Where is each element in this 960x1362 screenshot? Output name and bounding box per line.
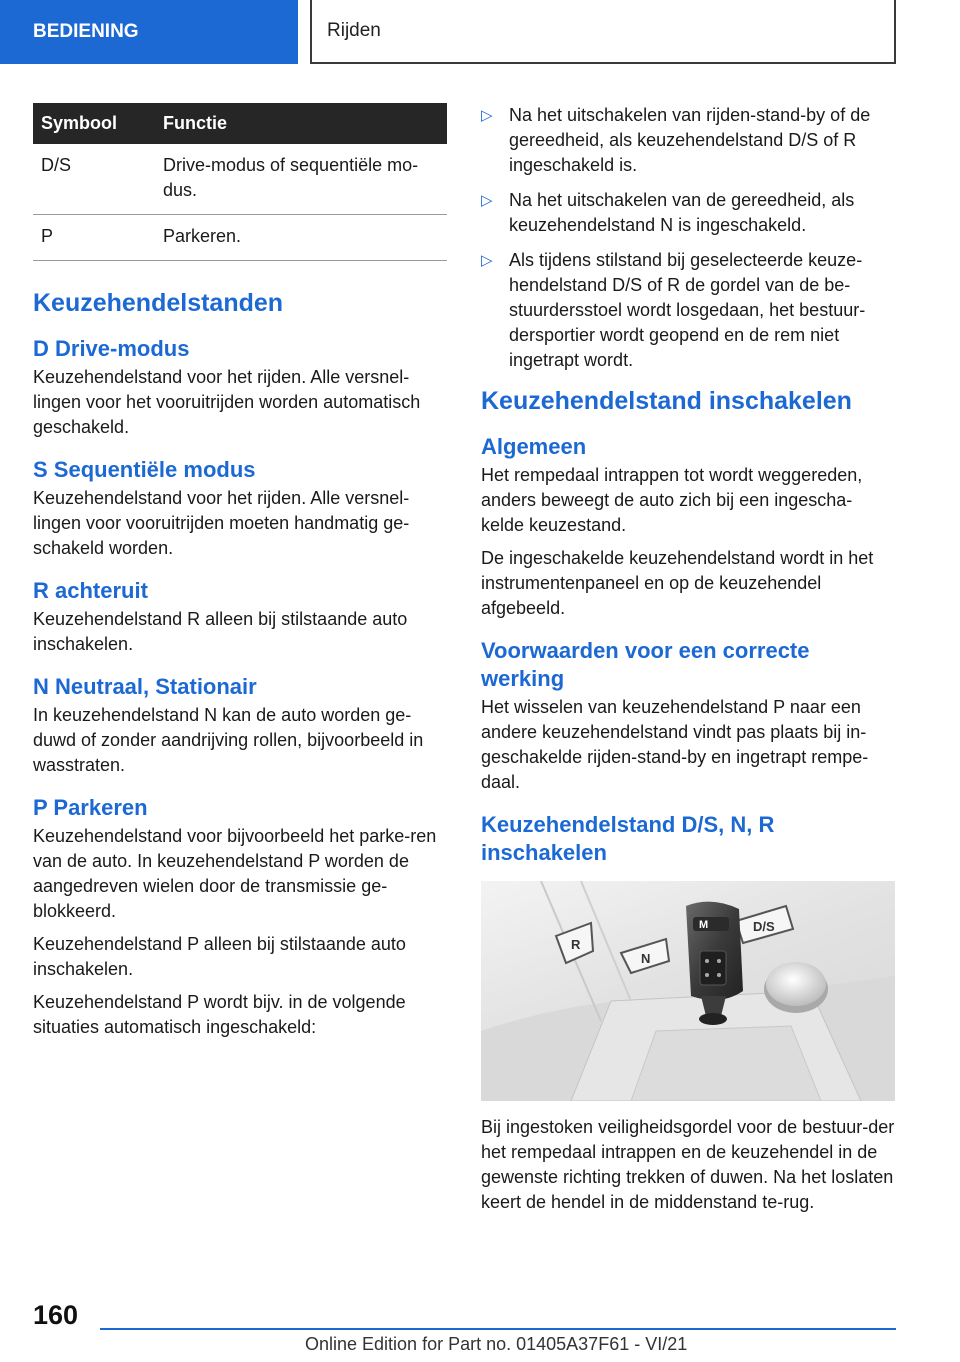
figure-caption: Bij ingestoken veiligheidsgordel voor de bestuur-der het rempedaal intrappen en de keuzehendel in de gewenste richting trekken of duwen. Na het loslaten keert de hendel in de middenstand te-rug. — [481, 1117, 895, 1212]
left-column — [33, 103, 447, 1048]
paragraph: Keuzehendelstand voor het rijden. Alle versnel-lingen voor vooruitrijden moeten handmatig ge-schakeld worden. — [33, 488, 410, 558]
subheading-ds-n-r: Keuzehendelstand D/S, N, R inschakelen — [481, 812, 775, 865]
subheading-voorwaarden: Voorwaarden voor een correcte werking — [481, 638, 810, 691]
subheading-park: P Parkeren — [33, 795, 148, 820]
list-item-text: Na het uitschakelen van de gereedheid, als keuzehendelstand N is ingeschakeld. — [509, 190, 855, 235]
paragraph: Keuzehendelstand voor het rijden. Alle versnel-lingen voor het vooruitrijden worden automatisch geschakeld. — [33, 367, 421, 437]
heading-inschakelen: Keuzehendelstand inschakelen — [481, 387, 852, 415]
section-label: BEDIENING — [33, 21, 139, 42]
paragraph: Keuzehendelstand R alleen bij stilstaande auto inschakelen. — [33, 609, 408, 654]
table-cell-symbol: D/S — [33, 144, 155, 215]
r-label: R — [571, 937, 581, 952]
paragraph: Het wisselen van keuzehendelstand P naar een andere keuzehendelstand vindt pas plaats bij in-geschakelde rijden-stand-by en ingetrapt rempe-daal. — [481, 697, 869, 792]
paragraph: Keuzehendelstand P wordt bijv. in de volgende situaties automatisch ingeschakeld: — [33, 992, 406, 1037]
subheading-neutral: N Neutraal, Stationair — [33, 674, 257, 699]
page-number: 160 — [33, 1300, 79, 1330]
list-item-text: Na het uitschakelen van rijden-stand-by of de gereedheid, als keuzehendelstand D/S of R ingeschakeld is. — [509, 105, 871, 175]
paragraph: In keuzehendelstand N kan de auto worden ge-duwd of zonder aandrijving rollen, bijvoorbeeld in wasstraten. — [33, 705, 424, 775]
table-cell-function: Parkeren. — [155, 215, 447, 261]
table-cell-function: Drive-modus of sequentiële mo-dus. — [155, 144, 447, 215]
auto-park-list — [481, 103, 895, 373]
m-badge: M — [699, 919, 709, 931]
paragraph: Het rempedaal intrappen tot wordt weggereden, anders beweegt de auto zich bij een ingescha-kelde keuzestand. — [481, 465, 863, 535]
paragraph: Keuzehendelstand P alleen bij stilstaande auto inschakelen. — [33, 934, 406, 979]
triangle-right-outline-icon: ▷ — [481, 107, 493, 124]
list-item — [481, 248, 895, 373]
table-cell-symbol: P — [33, 215, 155, 261]
header-section-title — [0, 0, 298, 64]
heading-keuzehendelstanden: Keuzehendelstanden — [33, 289, 284, 317]
n-label: N — [641, 951, 651, 966]
triangle-right-outline-icon: ▷ — [481, 252, 493, 269]
paragraph: De ingeschakelde keuzehendelstand wordt in het instrumentenpaneel en op de keuzehendel afgebeeld. — [481, 548, 874, 618]
footer-edition: Online Edition for Part no. 01405A37F61 - VI/21 — [305, 1334, 688, 1354]
footer-divider — [100, 1328, 896, 1330]
gear-selector-illustration — [481, 881, 895, 1101]
table-row — [33, 215, 447, 261]
header-chapter-title — [310, 0, 896, 64]
symbol-table — [33, 103, 447, 261]
subheading-reverse: R achteruit — [33, 578, 148, 603]
right-column — [481, 103, 895, 1223]
subheading-drive: D Drive-modus — [33, 336, 190, 361]
table-header-row — [33, 103, 447, 144]
subheading-sequential: S Sequentiële modus — [33, 457, 256, 482]
list-item — [481, 188, 895, 238]
gear-selector-drawing — [481, 881, 895, 1101]
list-item-text: Als tijdens stilstand bij geselecteerde keuze-hendelstand D/S of R de gordel van de be-stuurdersstoel wordt losgedaan, het bestuur-dersportier wordt geopend en de rem niet ingetrapt wordt. — [509, 250, 866, 370]
ds-label: D/S — [753, 919, 775, 934]
table-row — [33, 144, 447, 215]
table-header-function: Functie — [155, 103, 447, 144]
triangle-right-outline-icon: ▷ — [481, 192, 493, 209]
chapter-label: Rijden — [327, 20, 381, 41]
list-item — [481, 103, 895, 178]
paragraph: Keuzehendelstand voor bijvoorbeeld het parke-ren van de auto. In keuzehendelstand P worden de aangedreven wielen door de transmissie ge-blokkeerd. — [33, 826, 437, 921]
subheading-algemeen: Algemeen — [481, 434, 587, 459]
table-header-symbol: Symbool — [33, 103, 155, 144]
